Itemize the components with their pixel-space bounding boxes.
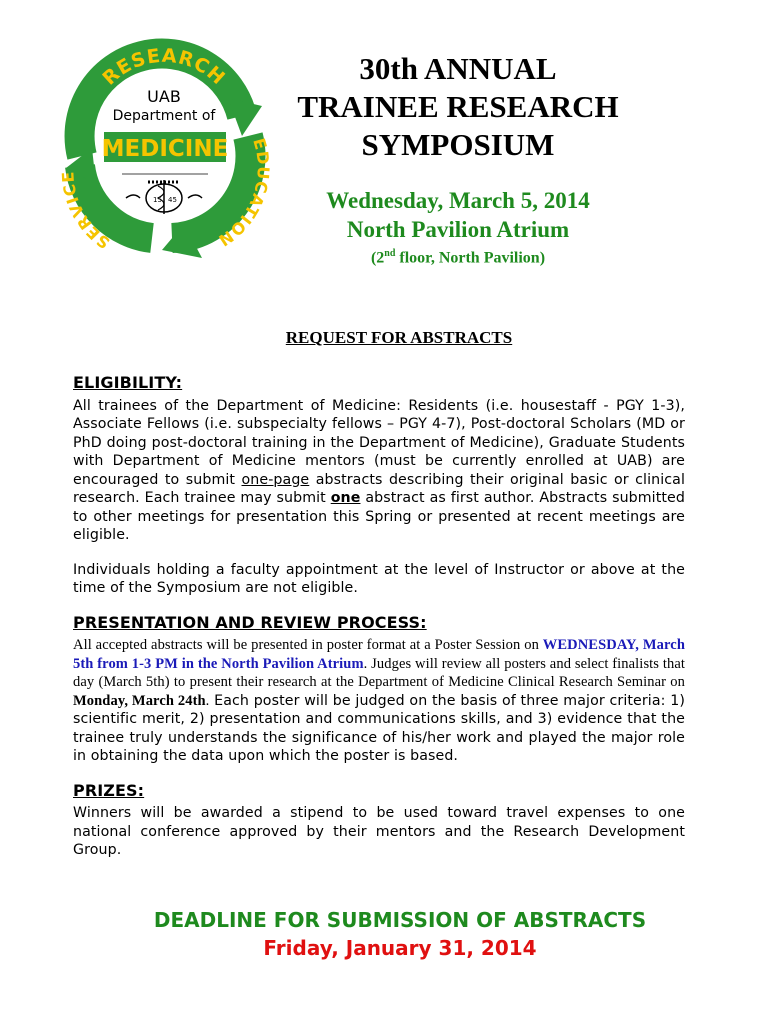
logo-ring-left: SERVICE <box>58 170 114 253</box>
eligibility-paragraph-1: All trainees of the Department of Medicine: Residents (i.e. housestaff - PGY 1-3), Associate Fellows (i.e. subspecialty fellows – PGY 4-7), Post-doctoral Scholars (MD or PhD doing post-doctoral training in the Department of Medicine), Graduate Students with Department of Medicine mentors (must be currently enrolled at UAB) are encouraged to submit one-page abstracts describing their original basic or clinical research. Each trainee may submit one abstract as first author. Abstracts submitted to other meetings for presentation this Spring or presented at recent meetings are eligible. <box>73 397 686 543</box>
presentation-paragraph: All accepted abstracts will be presented in poster format at a Poster Session on WEDNESDAY, March 5th from 1-3 PM in the North Pavilion Atrium. Judges will review all posters and select finalists that day (March 5th) to present their research at the Department of Medicine Clinical Research Seminar on Monday, March 24th. Each poster will be judged on the basis of three major criteria: 1) scientific merit, 2) presentation and communications skills, and 3) evidence that the trainee truly understands the significance of his/her work and played the major role in obtaining the data upon which the poster is based. <box>73 637 685 764</box>
deadline-title: DEADLINE FOR SUBMISSION OF ABSTRACTS <box>153 908 647 932</box>
event-date: Wednesday, March 5, 2014 <box>326 188 590 213</box>
eligibility-heading: ELIGIBILITY: <box>73 373 183 392</box>
eligibility-paragraph-2: Individuals holding a faculty appointment at the level of Instructor or above at the time of the Symposium are not eligible. <box>73 561 685 596</box>
uab-medicine-logo <box>52 36 274 266</box>
title-line-2: TRAINEE RESEARCH <box>297 89 619 124</box>
deadline-block <box>0 906 770 962</box>
request-title: REQUEST FOR ABSTRACTS <box>285 328 513 347</box>
seal-year-left: 15 <box>153 196 162 204</box>
logo-uab: UAB <box>147 87 181 106</box>
title-line-1: 30th ANNUAL <box>359 51 557 86</box>
prizes-heading: PRIZES: <box>73 780 145 800</box>
title-line-3: SYMPOSIUM <box>361 127 555 162</box>
event-floor: (2nd floor, North Pavilion) <box>370 248 546 267</box>
logo-medicine: MEDICINE <box>101 136 229 162</box>
deadline-date: Friday, January 31, 2014 <box>263 936 537 960</box>
logo-ring-top: RESEARCH <box>98 44 230 90</box>
event-venue: North Pavilion Atrium <box>346 217 570 242</box>
logo-ring-right: EDUCATION <box>214 136 274 251</box>
logo-dept-of: Department of <box>112 108 216 124</box>
caduceus-icon <box>126 180 202 214</box>
seal-year-right: 45 <box>168 196 177 204</box>
presentation-heading: PRESENTATION AND REVIEW PROCESS: <box>73 612 427 632</box>
symposium-header <box>280 50 636 267</box>
prizes-paragraph: Winners will be awarded a stipend to be used toward travel expenses to one national conference approved by their mentors and the Research Development Group. <box>73 805 685 858</box>
main-content <box>73 374 685 860</box>
